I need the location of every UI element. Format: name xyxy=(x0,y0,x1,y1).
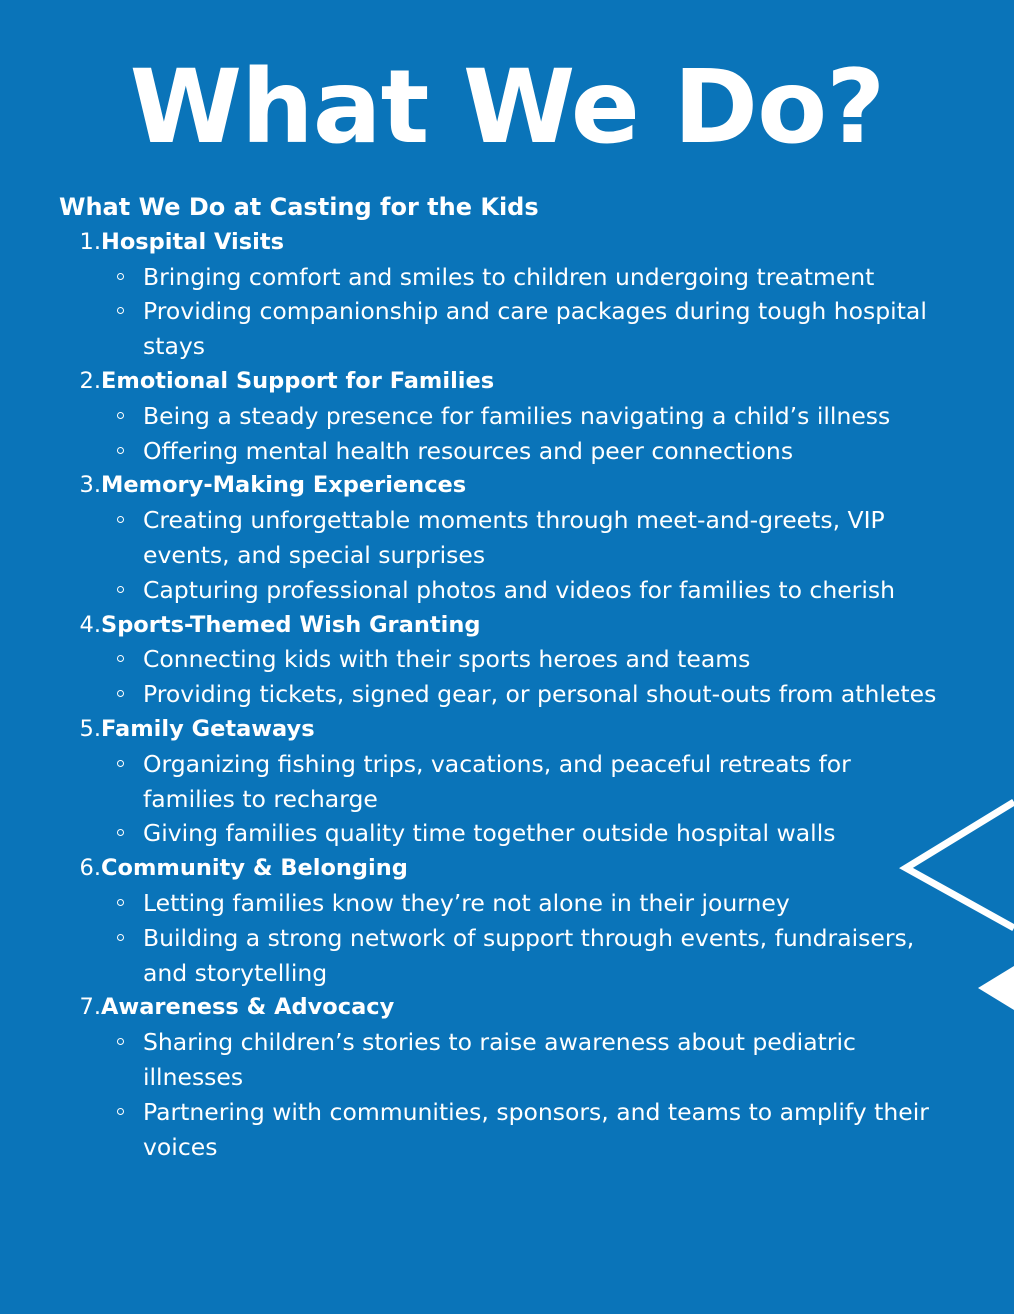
bullet-list xyxy=(59,642,939,712)
section-title: Emotional Support for Families xyxy=(101,367,495,394)
content-area xyxy=(59,190,939,1164)
bullet-item xyxy=(59,503,939,573)
bullet-item xyxy=(59,1095,939,1165)
bullet-item xyxy=(59,573,939,608)
bullet-item xyxy=(59,399,939,434)
bullet-list xyxy=(59,1025,939,1164)
section-item xyxy=(59,712,939,851)
bullet-text: Capturing professional photos and videos for families to cherish xyxy=(143,575,896,604)
section-heading xyxy=(59,712,939,747)
bullet-text: Sharing children’s stories to raise awareness about pediatric illnesses xyxy=(143,1028,856,1091)
circle-bullet-icon xyxy=(117,447,124,454)
section-number: 4. xyxy=(79,611,101,638)
section-title: Sports-Themed Wish Granting xyxy=(101,611,481,638)
section-title: Family Getaways xyxy=(101,715,315,742)
bullet-list xyxy=(59,503,939,607)
bullet-list xyxy=(59,886,939,990)
circle-bullet-icon xyxy=(117,273,124,280)
bullet-text: Creating unforgettable moments through meet-and-greets, VIP events, and special surprises xyxy=(143,506,885,569)
bullet-text: Letting families know they’re not alone in their journey xyxy=(143,888,790,917)
circle-bullet-icon xyxy=(117,690,124,697)
section-item xyxy=(59,364,939,468)
arrowhead-decoration-icon xyxy=(896,790,1014,1020)
section-heading xyxy=(59,608,939,643)
section-number: 5. xyxy=(79,715,101,742)
section-item xyxy=(59,990,939,1164)
bullet-text: Partnering with communities, sponsors, and teams to amplify their voices xyxy=(143,1097,929,1161)
section-number: 7. xyxy=(79,994,101,1021)
circle-bullet-icon xyxy=(117,412,124,419)
bullet-item xyxy=(59,434,939,469)
bullet-item xyxy=(59,294,939,364)
circle-bullet-icon xyxy=(117,1108,124,1115)
circle-bullet-icon xyxy=(117,760,124,767)
bullet-text: Offering mental health resources and peer connections xyxy=(143,436,794,465)
bullet-item xyxy=(59,921,939,991)
section-item xyxy=(59,468,939,607)
circle-bullet-icon xyxy=(117,829,124,836)
bullet-text: Providing companionship and care packages during tough hospital stays xyxy=(143,297,927,361)
section-title: Memory-Making Experiences xyxy=(101,472,467,499)
section-heading xyxy=(59,990,939,1025)
circle-bullet-icon xyxy=(117,655,124,662)
page-title: What We Do? xyxy=(129,48,885,167)
bullet-item xyxy=(59,816,939,851)
bullet-item xyxy=(59,677,939,712)
section-number: 1. xyxy=(79,228,101,255)
page-subtitle: What We Do at Casting for the Kids xyxy=(59,193,539,221)
bullet-text: Being a steady presence for families navigating a child’s illness xyxy=(143,401,891,430)
section-title: Community & Belonging xyxy=(101,855,408,882)
bullet-item xyxy=(59,747,939,817)
section-heading xyxy=(59,364,939,399)
circle-bullet-icon xyxy=(117,516,124,523)
bullet-text: Connecting kids with their sports heroes and teams xyxy=(143,645,751,674)
bullet-list xyxy=(59,747,939,851)
section-number: 3. xyxy=(79,472,101,499)
section-number: 6. xyxy=(79,855,101,882)
section-title: Hospital Visits xyxy=(101,228,284,255)
bullet-list xyxy=(59,260,939,364)
section-title: Awareness & Advocacy xyxy=(101,994,395,1021)
bullet-item xyxy=(59,886,939,921)
section-heading xyxy=(59,225,939,260)
bullet-item xyxy=(59,1025,939,1095)
bullet-list xyxy=(59,399,939,469)
circle-bullet-icon xyxy=(117,1038,124,1045)
section-item xyxy=(59,851,939,990)
section-number: 2. xyxy=(79,367,101,394)
section-heading xyxy=(59,468,939,503)
circle-bullet-icon xyxy=(117,934,124,941)
bullet-text: Giving families quality time together outside hospital walls xyxy=(143,819,836,848)
section-item xyxy=(59,608,939,712)
circle-bullet-icon xyxy=(117,307,124,314)
bullet-text: Bringing comfort and smiles to children undergoing treatment xyxy=(143,262,875,291)
section-heading xyxy=(59,851,939,886)
section-item xyxy=(59,225,939,364)
section-list xyxy=(59,225,939,1165)
bullet-item xyxy=(59,260,939,295)
bullet-text: Organizing fishing trips, vacations, and peaceful retreats for families to recharge xyxy=(143,749,851,813)
bullet-text: Providing tickets, signed gear, or personal shout-outs from athletes xyxy=(143,680,937,709)
circle-bullet-icon xyxy=(117,586,124,593)
bullet-item xyxy=(59,642,939,677)
bullet-text: Building a strong network of support through events, fundraisers, and storytelling xyxy=(143,923,915,987)
circle-bullet-icon xyxy=(117,899,124,906)
